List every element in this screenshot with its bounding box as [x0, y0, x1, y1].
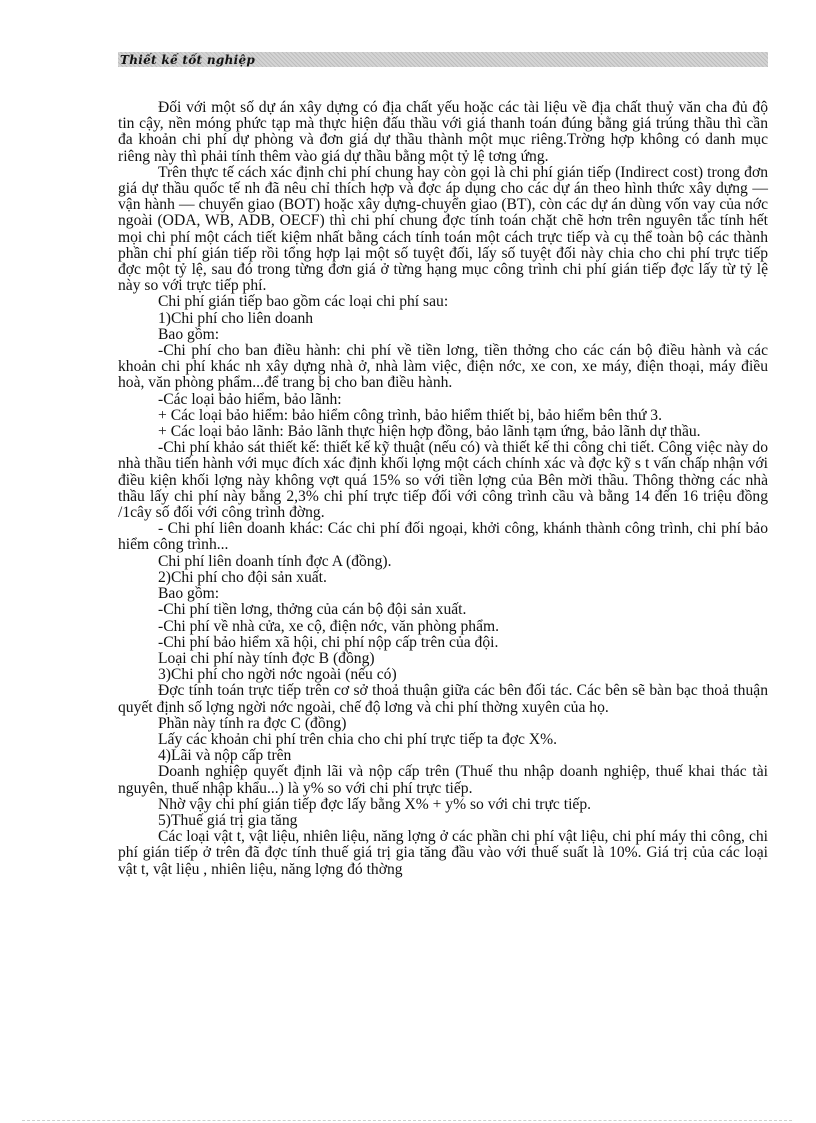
paragraph: 3)Chi phí cho ngời nớc ngoài (nếu có) — [158, 666, 397, 684]
paragraph: Nhờ vậy chi phí gián tiếp đợc lấy bằng X% + y% so với chi trực tiếp. — [158, 795, 592, 813]
paragraph: -Chi phí bảo hiểm xã hội, chi phí nộp cấp trên của đội. — [158, 633, 499, 651]
paragraph: - Chi phí liên doanh khác: Các chi phí đối ngoại, khởi công, khánh thành công trình, chi phí bảo hiểm công trình... — [118, 520, 768, 554]
header-title: Thiết kế tốt nghiệp — [120, 53, 256, 67]
paragraph: + Các loại bảo lãnh: Bảo lãnh thực hiện hợp đồng, bảo lãnh tạm ứng, bảo lãnh dự thầu. — [158, 423, 701, 441]
paragraph: Loại chi phí này tính đợc B (đồng) — [158, 649, 375, 667]
paragraph: 1)Chi phí cho liên doanh — [158, 309, 314, 327]
paragraph: -Các loại bảo hiểm, bảo lãnh: — [158, 390, 342, 408]
paragraph: Chi phí gián tiếp bao gồm các loại chi phí sau: — [158, 293, 449, 311]
paragraph: + Các loại bảo hiểm: bảo hiểm công trình, bảo hiểm thiết bị, bảo hiểm bên thứ 3. — [158, 406, 663, 424]
paragraph: Đối với một số dự án xây dựng có địa chất yếu hoặc các tài liệu về địa chất thuỷ văn cha đủ độ tin cậy, nền móng phức tạp mà thực hiện đấu thầu với giá thanh toán đúng bằng giá trúng thầu thì cần đa khoản chi phí dự phòng và đơn giá dự thầu thành một mục riêng.Trờng hợp không có danh mục riêng này thì phải tính thêm vào giá dự thầu bằng một tỷ lệ tơng ứng. — [118, 99, 768, 165]
paragraph: Phần này tính ra đợc C (đồng) — [158, 714, 347, 732]
paragraph: -Chi phí khảo sát thiết kế: thiết kế kỹ thuật (nếu có) và thiết kế thi công chi tiết. Công việc này do nhà thầu tiến hành với mục đích xác định khối lợng một cách chính xác và đợc kỹ s t vấn chấp nhận với điều kiện khối lợng này không vợt quá 15% so với tiền lợng của Bên mời thầu. Thông thờng các nhà thầu lấy chi phí này bằng 2,3% chi phí trực tiếp đối với công trình cầu và bằng 14 đến 16 triệu đồng /1cây số đối với công trình đờng. — [118, 439, 768, 522]
body-text — [118, 100, 768, 878]
paragraph: 5)Thuế giá trị gia tăng — [158, 811, 298, 829]
paragraph: Bao gồm: — [158, 325, 220, 343]
paragraph: Doanh nghiệp quyết định lãi và nộp cấp trên (Thuế thu nhập doanh nghiệp, thuế khai thác tài nguyên, thuế nhập khẩu...) là y% so với chi phí trực tiếp. — [118, 763, 768, 797]
paragraph: -Chi phí cho ban điều hành: chi phí về tiền lơng, tiền thởng cho các cán bộ điều hành và các khoản chi phí khác nh xây dựng nhà ở, nhà làm việc, điện nớc, xe con, xe máy, điện thoại, máy điều hoà, văn phòng phẩm...để trang bị cho ban điều hành. — [118, 342, 768, 392]
page-bottom-rule — [22, 1120, 792, 1121]
paragraph: Đợc tính toán trực tiếp trên cơ sở thoả thuận giữa các bên đối tác. Các bên sẽ bàn bạc thoả thuận quyết định số lợng ngời nớc ngoài, chế độ lơng và chi phí thờng xuyên của họ. — [118, 682, 768, 716]
paragraph: Bao gồm: — [158, 585, 220, 603]
paragraph: Trên thực tế cách xác định chi phí chung hay còn gọi là chi phí gián tiếp (Indirect cost) trong đơn giá dự thầu quốc tế nh đã nêu chỉ thích hợp và đợc áp dụng cho các dự án theo hình thức xây dựng — vận hành — chuyển giao (BOT) hoặc xây dựng-chuyển giao (BT), còn các dự án dùng vốn vay của nớc ngoài (ODA, WB, ADB, OECF) thì chi phí chung đợc tính toán chặt chẽ hơn trên nguyên tắc tính hết mọi chi phí một cách tiết kiệm nhất bằng cách tính toán một cách trực tiếp và cụ thể toàn bộ các thành phần chi phí gián tiếp rồi tổng hợp lại một số tuyệt đối, lấy số tuyệt đối này chia cho chi phí trực tiếp đợc một tỷ lệ, sau đó trong từng đơn giá ở từng hạng mục công trình chi phí gián tiếp đợc lấy từ tỷ lệ này so với trực tiếp phí. — [118, 163, 768, 295]
paragraph: 2)Chi phí cho đội sản xuất. — [158, 568, 327, 586]
paragraph: Các loại vật t, vật liệu, nhiên liệu, năng lợng ở các phần chi phí vật liệu, chi phí máy thi công, chi phí gián tiếp ở trên đã đợc tính thuế giá trị gia tăng đầu vào với thuế suất là 10%. Giá trị của các loại vật t, vật liệu , nhiên liệu, năng lợng đó thờng — [118, 828, 768, 878]
paragraph: Chi phí liên doanh tính đợc A (đồng). — [158, 552, 392, 570]
paragraph: Lấy các khoản chi phí trên chia cho chi phí trực tiếp ta đợc X%. — [158, 730, 558, 748]
paragraph: 4)Lãi và nộp cấp trên — [158, 747, 292, 765]
paragraph: -Chi phí tiền lơng, thởng của cán bộ đội sản xuất. — [158, 601, 467, 619]
paragraph: -Chi phí về nhà cửa, xe cộ, điện nớc, văn phòng phẩm. — [158, 617, 500, 635]
